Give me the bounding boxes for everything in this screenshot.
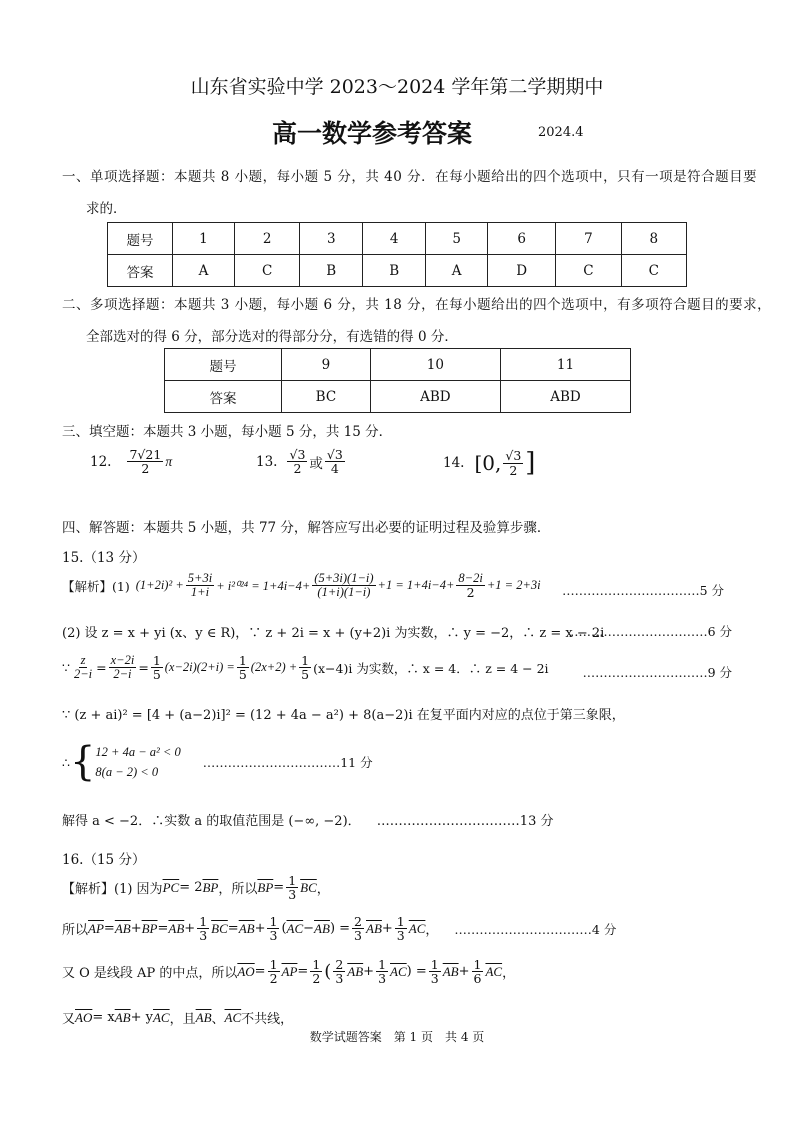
q14-label: 14. [443, 455, 465, 471]
answer-cell: A [426, 255, 488, 287]
denominator: (1+i)(1−i) [317, 585, 371, 600]
text: + [130, 921, 142, 937]
text: + [363, 964, 375, 980]
question-number: 10 [370, 349, 500, 381]
fill-blank-12 [90, 448, 172, 475]
denominator: 2 [509, 462, 518, 478]
q15-line3 [62, 654, 549, 681]
text: ) = [406, 964, 427, 980]
section2-heading: 二、多项选择题：本题共 3 小题，每小题 6 分，共 18 分，在每小题给出的四个选项中，有多项符合题目的要求， [62, 297, 772, 313]
denominator: 3 [269, 928, 278, 944]
table-row [165, 381, 631, 413]
numerator: 7√21 [129, 447, 162, 462]
vector: $\overline{AB}$ [314, 920, 330, 936]
question-number: 3 [300, 223, 363, 255]
text: 不共线， [241, 1012, 294, 1027]
denominator: 5 [301, 667, 310, 683]
expr: (1+2i)² + [135, 578, 184, 593]
text: ( [281, 921, 287, 937]
denominator: 5 [238, 667, 247, 683]
text: ，所以 [218, 882, 258, 898]
answer-cell: C [234, 255, 299, 287]
vector: $\overline{BC}$ [211, 920, 228, 936]
numerator: 1 [288, 873, 297, 888]
expr: (2x+2) + [250, 660, 298, 675]
vector: $\overline{AB}$ [114, 1009, 131, 1025]
or-text: 或 [309, 455, 323, 472]
expr: (x−2i)(2+i) = [164, 660, 235, 675]
fraction [237, 654, 249, 681]
numerator: 8−2i [458, 571, 483, 585]
question-number: 4 [363, 223, 426, 255]
numerator: √3 [326, 447, 343, 462]
fraction [310, 958, 322, 985]
q15-line4: ∵ (z + ai)² = [4 + (a−2)i]² = (12 + 4a − a²) + 8(a−2)i 在复平面内对应的点位于第三象限， [62, 708, 625, 723]
denominator: 3 [288, 887, 297, 903]
answer-cell: D [488, 255, 556, 287]
text: + [381, 921, 393, 937]
section2-answer-table [164, 348, 631, 413]
denominator: 3 [354, 928, 362, 944]
numerator: √3 [505, 448, 522, 464]
vector: $\overline{AB}$ [347, 963, 364, 979]
numerator: 5+3i [187, 571, 213, 585]
question-number: 6 [488, 223, 556, 255]
q13-fraction-a [287, 448, 307, 475]
text: = [273, 880, 285, 896]
fraction [151, 654, 163, 681]
numerator: x−2i [110, 653, 135, 667]
score-marker: ……………………………13 分 [376, 814, 554, 829]
fraction [267, 915, 279, 942]
text: + [254, 921, 266, 937]
question-number: 11 [500, 349, 630, 381]
denominator: 2 [293, 461, 302, 477]
system-of-inequalities [95, 742, 180, 782]
fraction [312, 572, 375, 599]
question-number: 8 [621, 223, 686, 255]
expr: + i²⁰²⁴ = 1+4i−4+ [216, 578, 311, 593]
denominator: 2−i [113, 667, 132, 682]
numerator: 1 [312, 957, 321, 972]
section2-heading-cont: 全部选对的得 6 分，部分选对的得部分分，有选错的得 0 分． [86, 329, 458, 345]
school-line: 山东省实验中学 2023～2024 学年第二学期期中 [190, 76, 604, 98]
vector: $\overline{AP}$ [88, 920, 104, 936]
numerator: 1 [378, 957, 387, 972]
numerator: (5+3i)(1−i) [314, 571, 374, 585]
fraction [376, 958, 388, 985]
vector: $\overline{PC}$ [162, 879, 180, 895]
denominator: 2 [312, 971, 321, 987]
vector: $\overline{AC}$ [408, 920, 426, 936]
denominator: 2 [466, 585, 475, 601]
text: = 2 [179, 880, 203, 896]
text: + y [130, 1010, 153, 1025]
text: − [303, 921, 315, 937]
score-marker: …………………………9 分 [582, 665, 732, 680]
expr: +1 = 2+3i [486, 578, 541, 593]
page-title: 高一数学参考答案 [272, 119, 473, 148]
because-symbol: ∵ [62, 660, 70, 676]
q14-fraction [503, 449, 523, 476]
numerator: 1 [430, 957, 439, 972]
text: = [103, 921, 115, 937]
text: + [458, 964, 470, 980]
vector: $\overline{AO}$ [75, 1009, 93, 1025]
page-footer: 数学试题答案 第 1 页 共 4 页 [309, 1030, 485, 1044]
vector: $\overline{AB}$ [114, 920, 131, 936]
question-number: 2 [234, 223, 299, 255]
fraction [286, 874, 298, 901]
denominator: 5 [152, 667, 161, 683]
fraction [197, 915, 209, 942]
numerator: 1 [269, 914, 278, 929]
expr: = [138, 660, 149, 676]
fraction [395, 915, 407, 942]
denominator: 2 [141, 461, 150, 477]
question-number: 9 [282, 349, 371, 381]
section4-heading: 四、解答题：本题共 5 小题，共 77 分，解答应写出必要的证明过程及验算步骤． [62, 520, 551, 536]
text: ， [502, 966, 516, 982]
text: 、 [211, 1012, 225, 1027]
fraction [472, 958, 484, 985]
left-bracket: [0, [474, 451, 502, 475]
table-row [108, 255, 687, 287]
q15-title: 15.（13 分） [62, 550, 146, 566]
denominator: 2−i [73, 667, 93, 682]
text: 所以 [62, 923, 89, 939]
table-row [108, 223, 687, 255]
vector: $\overline{AC}$ [286, 920, 304, 936]
expr: = [96, 660, 107, 676]
vector: $\overline{BP}$ [257, 879, 274, 895]
text: 【解析】(1) 因为 [62, 882, 163, 898]
numerator: 1 [269, 957, 278, 972]
denominator: 3 [430, 971, 439, 987]
q16-line2 [62, 915, 616, 942]
table-header-cell: 答案 [165, 381, 282, 413]
text: ， [425, 923, 439, 939]
text: 又 [62, 1012, 76, 1027]
denominator: 3 [378, 971, 387, 987]
text: = [227, 921, 239, 937]
fraction [186, 572, 214, 599]
inequality: 8(a − 2) < 0 [95, 765, 159, 779]
numerator: 2 [354, 914, 362, 929]
fraction [299, 654, 311, 681]
denominator: 3 [396, 928, 405, 944]
numerator: 1 [473, 957, 482, 972]
inequality: 12 + 4a − a² < 0 [95, 745, 181, 759]
vector: $\overline{AC}$ [224, 1009, 242, 1025]
denominator: 1+i [190, 585, 210, 600]
text: = [297, 964, 309, 980]
vector: $\overline{AC}$ [485, 963, 503, 979]
vector: $\overline{AB}$ [195, 1009, 212, 1025]
vector: $\overline{AB}$ [442, 963, 459, 979]
numerator: 1 [199, 914, 208, 929]
denominator: 6 [473, 971, 482, 987]
text: ) = [329, 921, 351, 937]
text: ( [324, 961, 332, 983]
answer-cell: ABD [370, 381, 500, 413]
numerator: 2 [335, 957, 344, 972]
answer-cell: B [363, 255, 426, 287]
fraction [72, 654, 94, 681]
left-brace-icon: { [69, 739, 96, 785]
fraction [109, 654, 137, 681]
denominator: 4 [330, 461, 339, 477]
q15-line2: (2) 设 z = x + yi (x、y ∈ R)，∵ z + 2i = x + (y+2)i 为实数，∴ y = −2，∴ z = x − 2i [62, 626, 605, 641]
answer-cell: C [556, 255, 621, 287]
vector: $\overline{AB}$ [168, 920, 185, 936]
numerator: 1 [301, 653, 310, 668]
date: 2024.4 [538, 125, 584, 140]
q16-title: 16.（15 分） [62, 852, 146, 868]
question-number: 1 [173, 223, 235, 255]
text: = x [92, 1010, 115, 1025]
table-row [165, 349, 631, 381]
q16-line1 [62, 874, 330, 901]
vector: $\overline{BP}$ [141, 920, 158, 936]
q15-line5 [62, 739, 373, 785]
q16-line3 [62, 958, 515, 985]
fraction [333, 958, 345, 985]
vector: $\overline{AC}$ [390, 963, 407, 979]
q13-fraction-b [325, 448, 345, 475]
pi-symbol: π [165, 453, 173, 469]
score-marker: ……………………………6 分 [570, 624, 732, 639]
answer-cell: BC [282, 381, 371, 413]
q12-label: 12. [90, 453, 112, 470]
section1-heading: 一、单项选择题：本题共 8 小题，每小题 5 分，共 40 分．在每小题给出的四个选项中，只有一项是符合题目要 [62, 169, 758, 185]
score-marker: ……………………………11 分 [202, 755, 373, 770]
right-bracket: ] [525, 448, 536, 478]
text: ， [316, 882, 330, 898]
fraction [429, 958, 441, 985]
fraction [456, 572, 484, 599]
vector: $\overline{AB}$ [238, 920, 255, 936]
text: ，且 [169, 1012, 196, 1027]
fraction [268, 958, 280, 985]
numerator: √3 [289, 447, 306, 462]
fill-blank-14 [443, 448, 535, 478]
vector: $\overline{BP}$ [202, 879, 219, 895]
q16-line4 [62, 1008, 293, 1027]
section1-heading-cont: 求的． [86, 201, 127, 217]
vector: $\overline{AC}$ [152, 1009, 170, 1025]
text: = [254, 964, 266, 980]
question-number: 7 [556, 223, 621, 255]
q15-line1 [62, 572, 541, 599]
conclusion: 解得 a < −2．∴实数 a 的取值范围是 (−∞, −2)． [62, 814, 361, 829]
denominator: 3 [199, 928, 208, 944]
question-number: 5 [426, 223, 488, 255]
vector: $\overline{AB}$ [366, 920, 382, 936]
table-header-cell: 答案 [108, 255, 173, 287]
section3-heading: 三、填空题：本题共 3 小题，每小题 5 分，共 15 分． [62, 424, 393, 440]
vector: $\overline{AP}$ [281, 963, 298, 979]
numerator: z [80, 653, 86, 667]
denominator: 3 [335, 971, 344, 987]
denominator: 2 [269, 971, 278, 987]
fill-blank-13 [256, 448, 347, 475]
q13-label: 13. [256, 453, 278, 470]
numerator: 1 [238, 653, 247, 668]
score-marker: ……………………………4 分 [454, 921, 617, 937]
answer-cell: C [621, 255, 686, 287]
text: 又 O 是线段 AP 的中点，所以 [62, 966, 238, 982]
text: = [157, 921, 169, 937]
table-header-cell: 题号 [108, 223, 173, 255]
numerator: 1 [152, 653, 161, 668]
vector: $\overline{AO}$ [237, 963, 255, 979]
numerator: 1 [396, 914, 405, 929]
q15-line6 [62, 810, 553, 829]
solution-label: 【解析】(1) [62, 578, 130, 594]
vector: $\overline{BC}$ [300, 879, 317, 895]
q12-fraction [127, 448, 163, 475]
expr: (x−4)i 为实数，∴ x = 4．∴ z = 4 − 2i [313, 660, 549, 676]
answer-cell: B [300, 255, 363, 287]
fraction [352, 915, 364, 942]
score-marker: ……………………………5 分 [562, 583, 724, 598]
expr: +1 = 1+4i−4+ [377, 578, 455, 593]
text: + [184, 921, 196, 937]
table-header-cell: 题号 [165, 349, 282, 381]
therefore-symbol: ∴ [62, 754, 70, 770]
answer-cell: A [173, 255, 235, 287]
section1-answer-table [107, 222, 687, 287]
answer-cell: ABD [500, 381, 630, 413]
